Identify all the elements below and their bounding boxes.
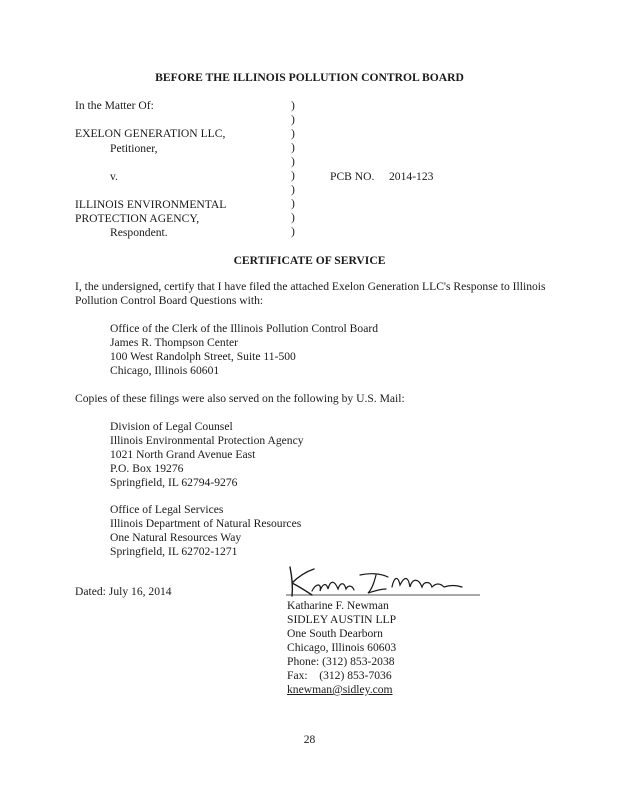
caption-paren: ) [291,211,295,224]
address-line: Office of the Clerk of the Illinois Pollution Control Board [110,322,379,335]
caption-paren: ) [291,141,295,154]
firm-city: Chicago, Illinois 60603 [287,641,397,654]
certificate-intro: I, the undersigned, certify that I have filed the attached Exelon Generation LLC's Response to Illinois Pollution Control Board Questions with: [75,280,546,307]
caption-paren: ) [291,197,295,210]
email-link[interactable]: knewman@sidley.com [287,683,393,696]
clerk-address [110,322,378,378]
page-title: BEFORE THE ILLINOIS POLLUTION CONTROL BOARD [155,71,464,84]
caption-paren: ) [291,127,295,140]
address-line: Springfield, IL 62702-1271 [110,545,238,558]
recipient-idnr-address [110,503,301,559]
dated-line: Dated: July 16, 2014 [75,585,172,598]
address-line: P.O. Box 19276 [110,462,184,475]
caption-paren: ) [291,155,295,168]
pcb-label: PCB NO. [330,170,375,183]
address-line: Illinois Department of Natural Resources [110,517,302,530]
respondent-name-line1: ILLINOIS ENVIRONMENTAL [75,198,227,211]
caption-paren: ) [291,183,295,196]
address-line: 1021 North Grand Avenue East [110,448,256,461]
address-line: Division of Legal Counsel [110,420,233,433]
versus-label: v. [110,170,118,183]
address-line: 100 West Randolph Street, Suite 11-500 [110,350,296,363]
caption-paren: ) [291,113,295,126]
phone-line: Phone: (312) 853-2038 [287,655,395,668]
firm-address: One South Dearborn [287,627,383,640]
address-line: Springfield, IL 62794-9276 [110,476,238,489]
page-number: 28 [303,733,316,746]
caption-paren: ) [291,225,295,238]
recipient-iepa-address [110,420,304,490]
respondent-role: Respondent. [110,226,168,239]
address-line: One Natural Resources Way [110,531,242,544]
petitioner-role: Petitioner, [110,142,158,155]
firm-name: SIDLEY AUSTIN LLP [287,613,397,626]
copies-text: Copies of these filings were also served on the following by U.S. Mail: [75,392,405,405]
address-line: Office of Legal Services [110,503,224,516]
respondent-name-line2: PROTECTION AGENCY, [75,212,200,225]
fax-line: Fax: (312) 853-7036 [287,669,392,682]
caption-paren: ) [291,169,295,182]
caption-paren: ) [291,99,295,112]
certificate-heading: CERTIFICATE OF SERVICE [233,254,386,267]
handwritten-signature [284,563,484,601]
petitioner-name: EXELON GENERATION LLC, [75,127,226,140]
address-line: Illinois Environmental Protection Agency [110,434,304,447]
signature-block [287,599,396,697]
pcb-number: 2014-123 [389,170,434,183]
address-line: James R. Thompson Center [110,336,238,349]
signer-name: Katharine F. Newman [287,599,389,612]
matter-label: In the Matter Of: [75,99,154,112]
address-line: Chicago, Illinois 60601 [110,364,220,377]
